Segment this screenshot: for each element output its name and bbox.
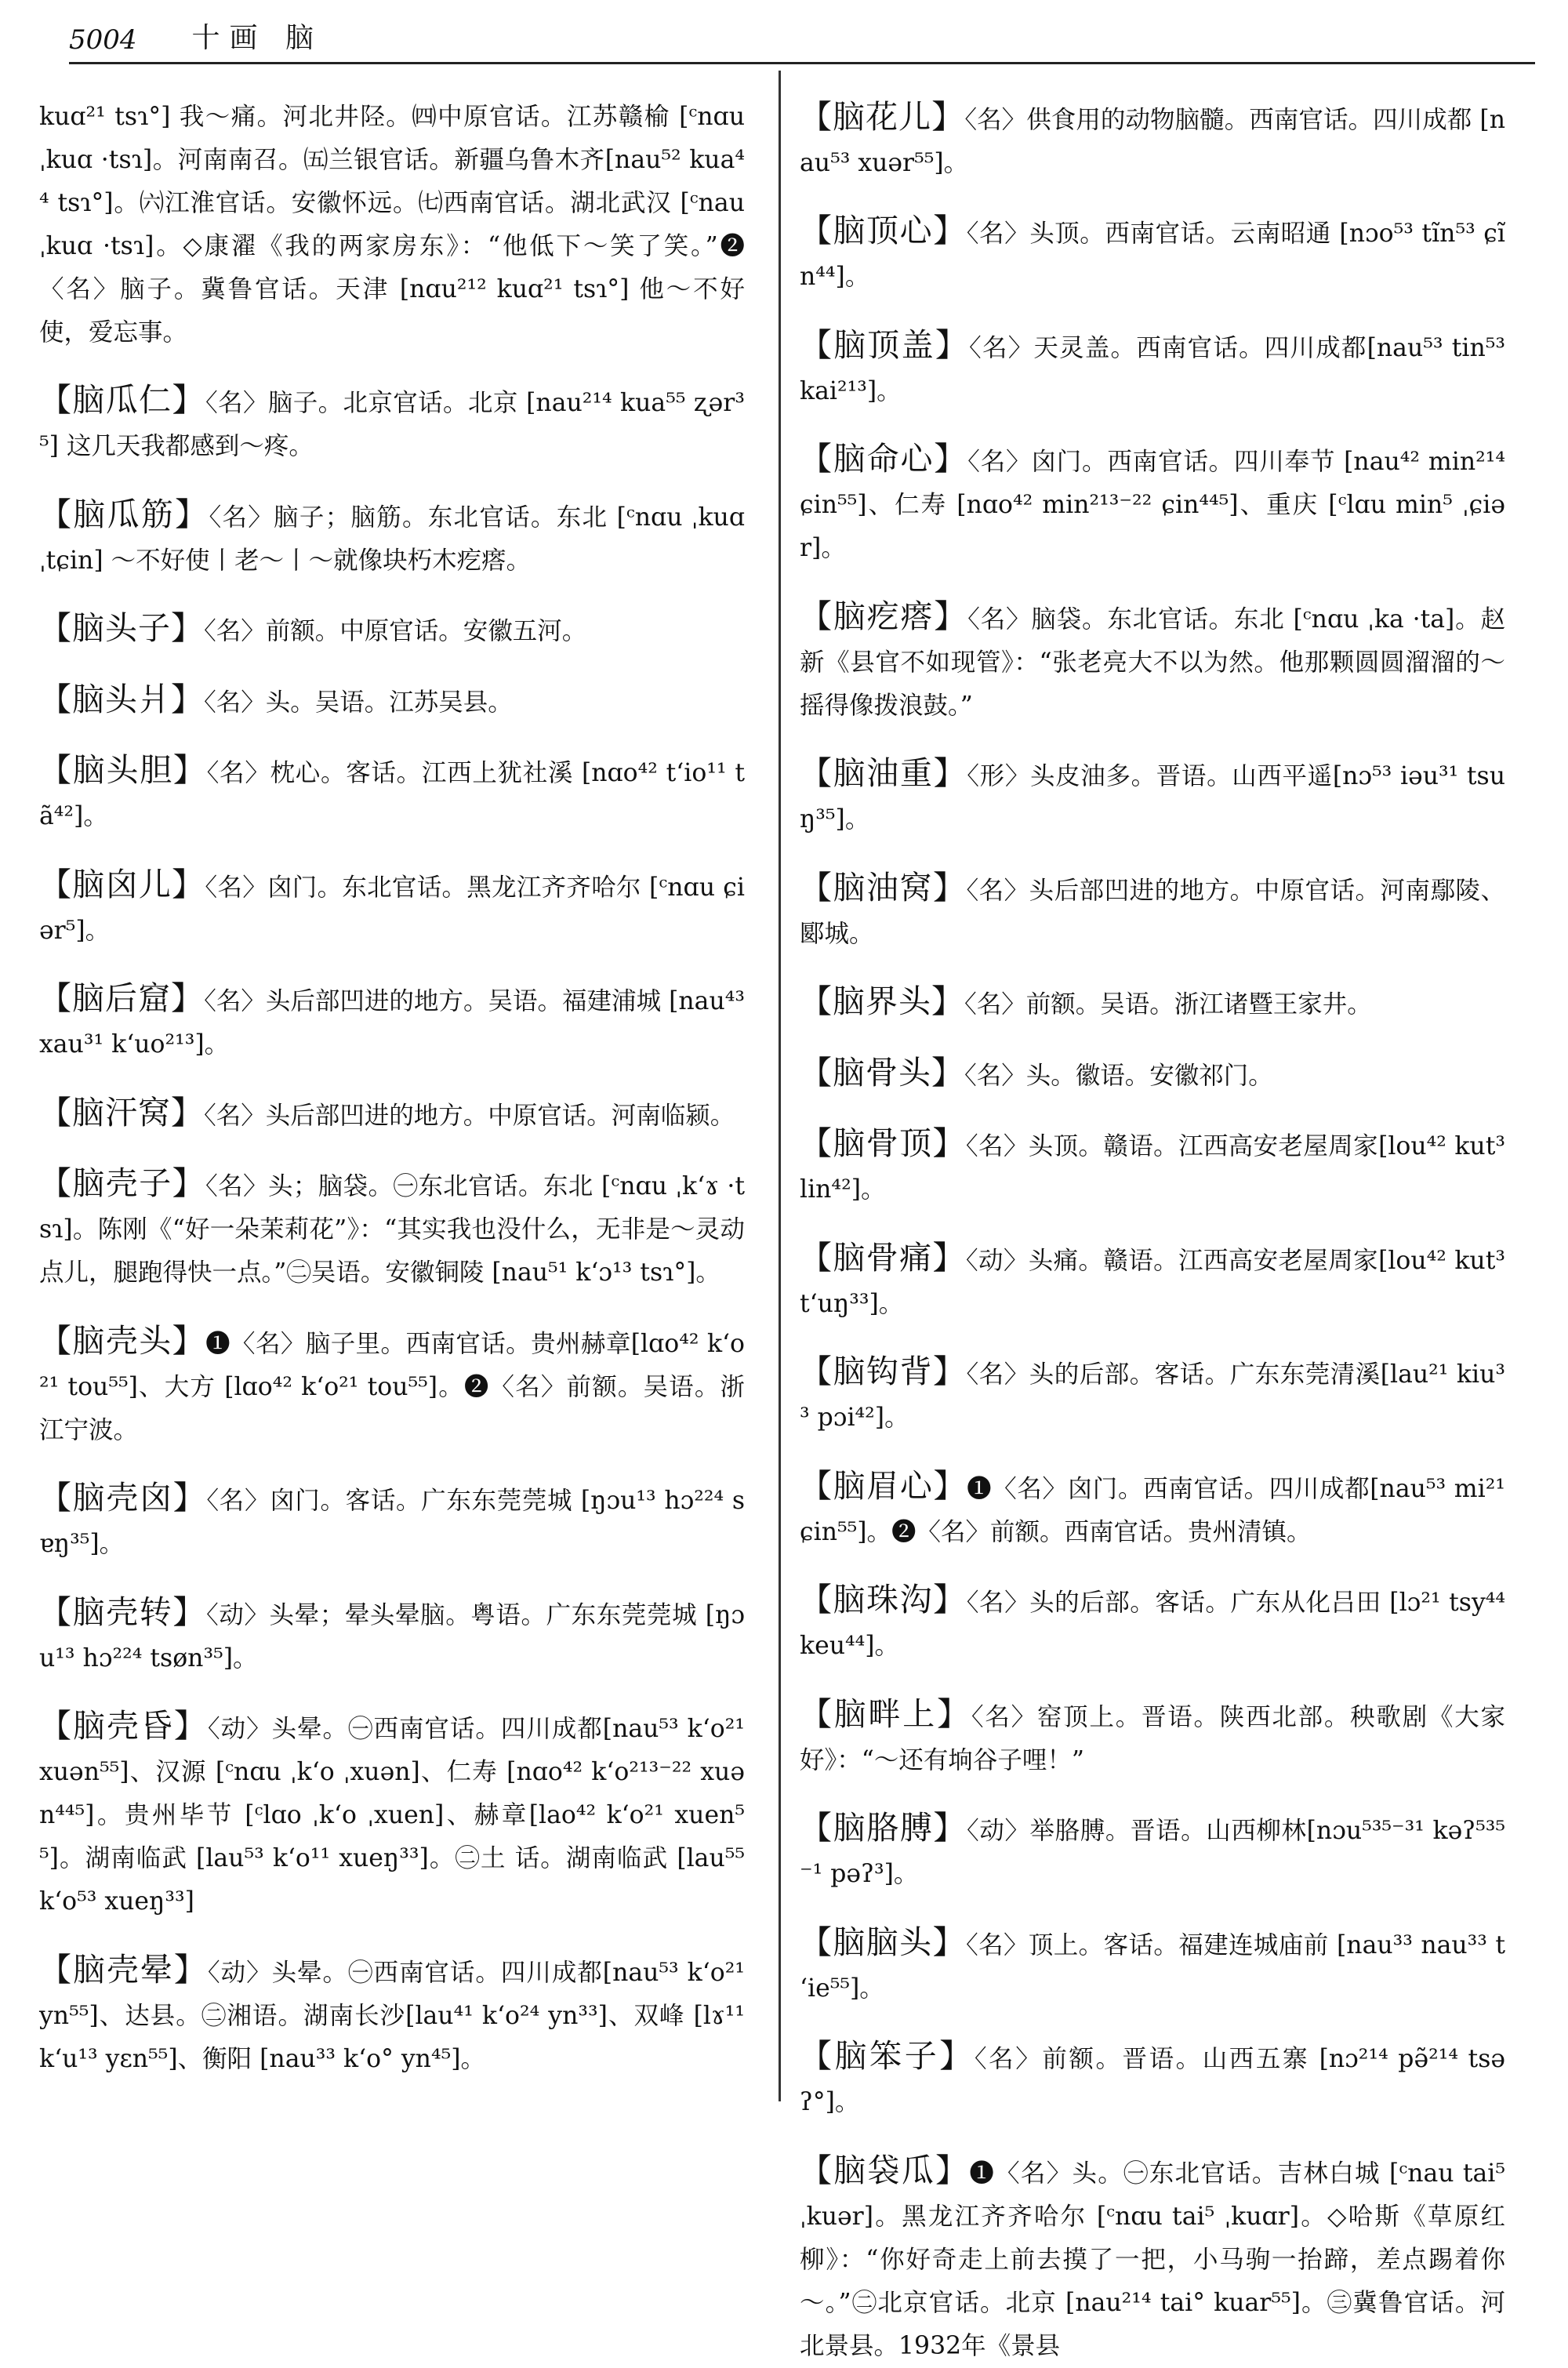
dictionary-entry (800, 96, 1505, 185)
entry-definition: 〈动〉头晕。㊀西南官话。四川成都[nau⁵³ kʻo²¹ yn⁵⁵]、达县。㊁湘语。湖南长沙[lau⁴¹ kʻo²⁴ yn³³]、双峰 [lɤ¹¹ kʻu¹³ yɛn⁵⁵]、衡阳 [nau³³ kʻo° yn⁴⁵]。 (39, 1958, 753, 2073)
dictionary-entry (800, 1465, 1514, 1554)
dictionary-entry (800, 1921, 1505, 2010)
dictionary-entry (800, 1350, 1505, 1440)
entry-headword: 【脑骨痛】 (800, 1238, 966, 1277)
entry-definition: 〈名〉枕心。客话。江西上犹社溪 [nɑo⁴² tʻio¹¹ tã⁴²]。 (39, 759, 745, 830)
left-column (39, 71, 753, 2101)
column-divider (779, 71, 781, 2101)
entry-headword: 【脑头爿】 (39, 680, 204, 718)
entry-headword: 【脑头胆】 (39, 751, 207, 789)
entry-definition: 〈动〉举胳膊。晋语。山西柳林[nɔu⁵³⁵⁻³¹ kəʔ⁵³⁵⁻¹ pəʔ³]。 (800, 1817, 1506, 1888)
dictionary-entry (39, 1949, 753, 2081)
entry-headword: 【脑胳膊】 (800, 1809, 967, 1847)
entry-definition: 〈名〉头的后部。客话。广东从化吕田 [lɔ²¹ tsy⁴⁴ keu⁴⁴]。 (800, 1589, 1514, 1660)
dictionary-entry (800, 209, 1505, 299)
dictionary-entry (39, 607, 745, 653)
dictionary-entry (800, 2035, 1505, 2124)
dictionary-entry (800, 1807, 1505, 1896)
dictionary-entry (39, 977, 753, 1066)
entry-headword: 【脑汗窝】 (39, 1093, 204, 1131)
entry-definition: 〈名〉前额。中原官话。安徽五河。 (204, 617, 587, 645)
dictionary-entry (800, 1578, 1514, 1668)
entry-definition: 〈名〉头后部凹进的地方。中原官话。河南临颍。 (204, 1101, 735, 1130)
entry-definition: 〈名〉头；脑袋。㊀东北官话。东北 [ᶜnɑu ˌkʻɤ ·tsɿ]。陈刚《“好一朵茉莉花”》：“其实我也没什么，无非是～灵动点儿，腿跑得快一点。”㊁吴语。安徽铜陵 [nau⁵¹ kʻɔ¹³ tsɿ°]。 (39, 1172, 746, 1287)
entry-headword: 【脑笨子】 (800, 2037, 975, 2075)
entry-definition: 〈名〉前额。晋语。山西五寨 [nɔ²¹⁴ pə̃²¹⁴ tsəʔ°]。 (800, 2045, 1506, 2116)
entry-headword: 【脑壳头】 (39, 1321, 206, 1360)
dictionary-entry (39, 749, 745, 838)
entry-headword: 【脑头子】 (39, 609, 204, 647)
entry-headword: 【脑命心】 (800, 440, 968, 478)
entry-headword: 【脑壳囟】 (39, 1479, 207, 1516)
right-column (800, 71, 1514, 2360)
entry-headword: 【脑珠沟】 (800, 1581, 967, 1618)
entry-headword: 【脑油窝】 (800, 868, 967, 906)
entry-definition: 〈名〉头后部凹进的地方。中原官话。河南鄢陵、郾城。 (800, 876, 1505, 948)
entry-definition: 〈名〉头的后部。客话。广东东莞清溪[lau²¹ kiu³³ pɔi⁴²]。 (800, 1360, 1506, 1432)
dictionary-entry (800, 1122, 1514, 1211)
entry-headword: 【脑眉心】 (800, 1466, 967, 1505)
dictionary-entry (39, 863, 745, 953)
entry-headword: 【脑花儿】 (800, 97, 965, 136)
entry-definition: 〈名〉囟门。西南官话。四川奉节 [nau⁴² min²¹⁴ ɕin⁵⁵]、仁寿 [nɑo⁴² min²¹³⁻²² ɕin⁴⁴⁵]、重庆 [ᶜlɑu min⁵ ˌɕiər]。 (800, 448, 1514, 562)
dictionary-entry (39, 1320, 745, 1452)
dictionary-entry (800, 1693, 1505, 1782)
dictionary-entry (800, 752, 1505, 841)
entry-headword: 【脑瓜仁】 (39, 381, 205, 419)
dictionary-entry (39, 1162, 745, 1295)
page-header (69, 17, 1535, 64)
entry-definition: 〈名〉供食用的动物脑髓。西南官话。四川成都 [nau⁵³ xuər⁵⁵]。 (800, 105, 1506, 177)
page-number: 5004 (69, 24, 137, 56)
entry-definition: 〈动〉头痛。赣语。江西高安老屋周家[lou⁴² kut³ tʻuŋ³³]。 (800, 1246, 1514, 1318)
entry-definition: ❶〈名〉头。㊀东北官话。吉林白城 [ᶜnau tai⁵ ˌkuər]。黑龙江齐齐哈尔 [ᶜnɑu tai⁵ ˌkuɑr]。◇哈斯《草原红柳》：“你好奇走上前去摸了一把，小马驹一抬蹄，差点踢着你～。”㊁北京官话。北京 [nau²¹⁴ tai° kuar⁵⁵]。㊂冀鲁官话。河北景县。1932年《景县 (800, 2159, 1514, 2360)
dictionary-entry (800, 1237, 1514, 1326)
dictionary-entry (39, 96, 753, 354)
entry-definition: 〈名〉脑子。北京官话。北京 [nau²¹⁴ kua⁵⁵ ʐər³⁵] 这几天我都感到～疼。 (39, 389, 745, 460)
entry-headword: 【脑袋瓜】 (800, 2151, 970, 2189)
entry-definition: 〈名〉头。徽语。安徽祁门。 (964, 1061, 1273, 1090)
dictionary-entry (39, 1705, 753, 1923)
entry-headword: 【脑顶盖】 (800, 325, 970, 364)
entry-definition: 〈动〉头晕；晕头晕脑。粤语。广东东莞莞城 [ŋɔu¹³ hɔ²²⁴ tsøn³⁵]。 (39, 1600, 745, 1672)
entry-definition: 〈名〉脑袋。东北官话。东北 [ᶜnɑu ˌka ·ta]。赵新《县官不如现管》：“张老亮大不以为然。他那颗圆圆溜溜的～摇得像拨浪鼓。” (800, 605, 1506, 720)
entry-definition: 〈名〉头后部凹进的地方。吴语。福建浦城 [nau⁴³ xau³¹ kʻuo²¹³]。 (39, 987, 753, 1059)
dictionary-entry (800, 980, 1505, 1026)
entry-headword: 【脑囟儿】 (39, 865, 205, 903)
entry-definition: 〈动〉头晕。㊀西南官话。四川成都[nau⁵³ kʻo²¹ xuən⁵⁵]、汉源 [ᶜnɑu ˌkʻo ˌxuən]、仁寿 [nɑo⁴² kʻo²¹³⁻²² xuən⁴⁴⁵]。贵州毕节 [ᶜlɑo ˌkʻo ˌxuen]、赫章[lao⁴² kʻo²¹ xuen⁵⁵]。湖南临武 [lau⁵³ kʻo¹¹ xueŋ³³]。㊁土 话。湖南临武 [lau⁵⁵ kʻo⁵³ xueŋ³³] (39, 1715, 753, 1916)
entry-headword: 【脑瓜筋】 (39, 495, 209, 533)
dictionary-entry (39, 493, 753, 583)
dictionary-entry (800, 324, 1514, 413)
entry-headword: 【脑界头】 (800, 982, 964, 1020)
entry-definition: 〈名〉头。吴语。江苏吴县。 (204, 688, 513, 717)
dictionary-entry (800, 1051, 1505, 1098)
entry-definition: ❶〈名〉囟门。西南官话。四川成都[nau⁵³ mi²¹ ɕin⁵⁵]。❷〈名〉前额。西南官话。贵州清镇。 (800, 1474, 1514, 1546)
entry-headword: 【脑油重】 (800, 754, 967, 792)
dictionary-entry (39, 1476, 745, 1566)
entry-definition: 〈形〉头皮油多。晋语。山西平遥[nɔ⁵³ iəu³¹ tsuŋ³⁵]。 (800, 762, 1506, 834)
entry-headword: 【脑壳昏】 (39, 1707, 208, 1745)
entry-headword: 【脑钩背】 (800, 1353, 967, 1390)
entry-headword: 【脑壳子】 (39, 1164, 205, 1202)
entry-headword: 【脑壳转】 (39, 1593, 206, 1631)
entry-definition: 〈名〉囟门。客话。广东东莞莞城 [ŋɔu¹³ hɔ²²⁴ sɐŋ³⁵]。 (39, 1487, 746, 1558)
entry-definition: 〈名〉窑顶上。晋语。陕西北部。秧歌剧《大家好》：“～还有垧谷子哩！” (800, 1702, 1505, 1774)
entry-definition: 〈名〉头顶。西南官话。云南昭通 [nɔo⁵³ tĩn⁵³ ɕĩn⁴⁴]。 (800, 220, 1505, 291)
dictionary-entry (39, 1591, 745, 1680)
entry-headword: 【脑顶心】 (800, 212, 967, 249)
entry-definition: kuɑ²¹ tsɿ°] 我～痛。河北井陉。㈣中原官话。江苏赣榆 [ᶜnɑu ˌkuɑ ·tsɿ]。河南南召。㈤兰银官话。新疆乌鲁木齐[nau⁵² kua⁴⁴ tsɿ°]。㈥江淮官话。安徽怀远。㈦西南官话。湖北武汉 [ᶜnau ˌkuɑ ·tsɿ]。◇康濯《我的两家房东》：“他低下～笑了笑。”❷〈名〉脑子。冀鲁官话。天津 [nɑu²¹² kuɑ²¹ tsɿ°] 他～不好使，爱忘事。 (39, 102, 753, 347)
entry-headword: 【脑壳晕】 (39, 1950, 208, 1988)
dictionary-entry (39, 379, 745, 468)
entry-definition: 〈名〉囟门。东北官话。黑龙江齐齐哈尔 [ᶜnɑu ɕiər⁵]。 (39, 873, 745, 945)
page-section-title: 十画 脑 (191, 22, 323, 54)
entry-headword: 【脑骨头】 (800, 1053, 964, 1091)
entry-definition: 〈名〉顶上。客话。福建连城庙前 [nau³³ nau³³ tʻie⁵⁵]。 (800, 1930, 1505, 2003)
dictionary-entry (800, 2149, 1514, 2368)
dictionary-entry (39, 1091, 745, 1138)
dictionary-entry (800, 595, 1505, 728)
entry-definition: 〈名〉头顶。赣语。江西高安老屋周家[lou⁴² kut³ lin⁴²]。 (800, 1132, 1514, 1204)
entry-headword: 【脑脑头】 (800, 1923, 966, 1961)
entry-headword: 【脑骨顶】 (800, 1124, 966, 1162)
dictionary-entry (39, 678, 745, 725)
entry-headword: 【脑畔上】 (800, 1694, 971, 1733)
entry-definition: 〈名〉前额。吴语。浙江诸暨王家井。 (964, 990, 1372, 1019)
entry-definition: 〈名〉天灵盖。西南官话。四川成都[nau⁵³ tin⁵³ kai²¹³]。 (800, 333, 1514, 405)
entry-headword: 【脑疙瘩】 (800, 597, 968, 635)
dictionary-entry (800, 438, 1514, 570)
entry-headword: 【脑后窟】 (39, 979, 205, 1017)
dictionary-entry (800, 866, 1505, 956)
entry-definition: ❶〈名〉脑子里。西南官话。贵州赫章[lɑo⁴² kʻo²¹ tou⁵⁵]、大方 [lɑo⁴² kʻo²¹ tou⁵⁵]。❷〈名〉前额。吴语。浙江宁波。 (39, 1329, 746, 1444)
entry-definition: 〈名〉脑子；脑筋。东北官话。东北 [ᶜnɑu ˌkuɑ ˌtɕin] ～不好使丨老～丨～就像块朽木疙瘩。 (39, 503, 753, 575)
